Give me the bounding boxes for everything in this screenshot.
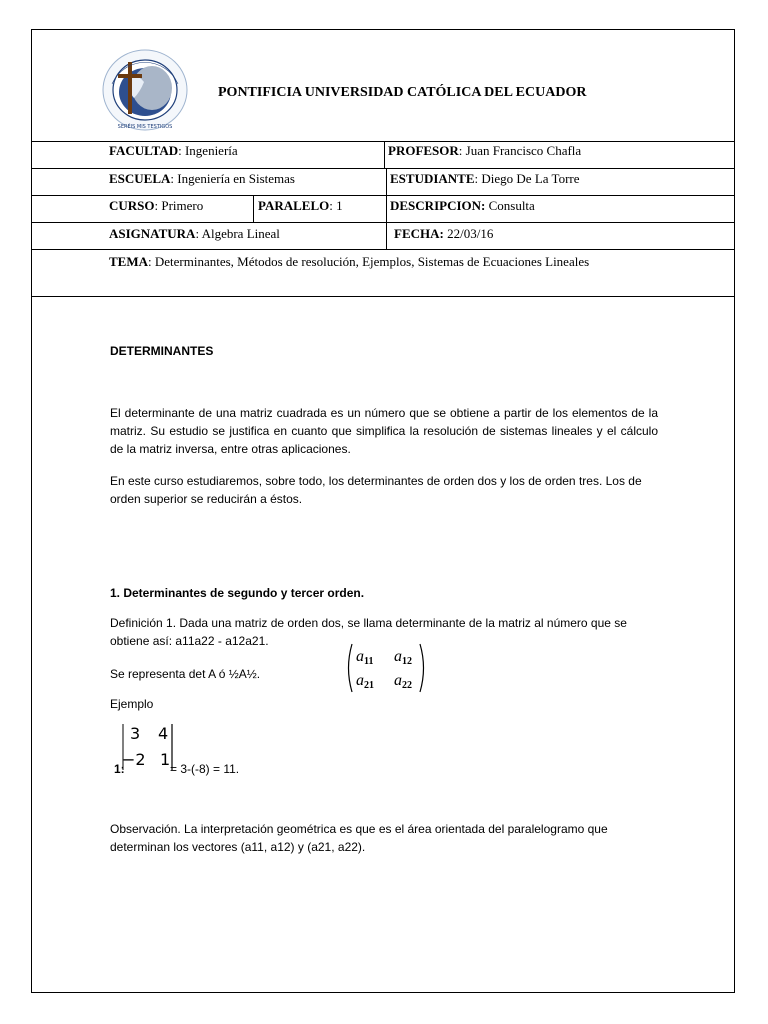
tema-value: : Determinantes, Métodos de resolución, Ejemplos, Sistemas de Ecuaciones Lineales — [148, 254, 590, 269]
facultad-label: FACULTAD — [109, 143, 179, 158]
matrix-a11: $a_{11}$ — [356, 648, 374, 667]
paralelo-cell — [258, 198, 343, 214]
subsection-heading: 1. Determinantes de segundo y tercer orden. — [110, 586, 365, 600]
asignatura-label: ASIGNATURA — [109, 226, 196, 241]
fecha-cell — [394, 226, 493, 242]
det-r2c1: −2 — [122, 750, 146, 769]
facultad-cell — [109, 143, 238, 159]
table-col-divider — [253, 195, 254, 222]
fecha-label: FECHA: — [394, 226, 444, 241]
curso-value: : Primero — [154, 198, 204, 213]
table-border-bottom — [31, 296, 735, 297]
profesor-label: PROFESOR — [388, 143, 459, 158]
table-col-divider — [386, 222, 387, 249]
asignatura-value: : Algebra Lineal — [195, 226, 280, 241]
estudiante-label: ESTUDIANTE — [390, 171, 475, 186]
table-row-divider — [31, 195, 735, 196]
table-row-divider — [31, 168, 735, 169]
table-border-top — [31, 141, 735, 142]
descripcion-label: DESCRIPCION: — [390, 198, 486, 213]
paragraph-intro: El determinante de una matriz cuadrada es un número que se obtiene a partir de los elementos de la matriz. Su estudio se justifica en cuanto que simplifica la resolución de sistemas lineales y el cálculo de la matriz inversa, entre otras aplicaciones. — [110, 406, 658, 456]
matrix-a21: $a_{21}$ — [356, 672, 374, 691]
asignatura-cell — [109, 226, 280, 242]
matrix-a22: $a_{22}$ — [394, 672, 412, 691]
paralelo-value: : 1 — [329, 198, 343, 213]
paragraph-course: En este curso estudiaremos, sobre todo, los determinantes de orden dos y los de orden tres. Los de orden superior se reducirán a éstos. — [110, 474, 642, 506]
observation-text: Observación. La interpretación geométrica es que es el área orientada del paralelogramo que determinan los vectores (a11, a12) y (a21, a22). — [110, 822, 608, 854]
estudiante-cell — [390, 171, 580, 187]
matrix-a12: $a_{12}$ — [394, 648, 412, 667]
descripcion-cell — [390, 198, 535, 214]
escuela-value: : Ingeniería en Sistemas — [170, 171, 295, 186]
table-col-divider — [386, 168, 387, 195]
definition-text: Definición 1. Dada una matriz de orden dos, se llama determinante de la matriz al número que se obtiene así: a11a22 - a12a21. — [110, 616, 627, 648]
escuela-label: ESCUELA — [109, 171, 171, 186]
curso-label: CURSO — [109, 198, 155, 213]
example-label: Ejemplo — [110, 697, 154, 711]
table-row-divider — [31, 249, 735, 250]
example-number: 1: — [114, 762, 125, 776]
fecha-value: 22/03/16 — [443, 226, 494, 241]
estudiante-value: : Diego De La Torre — [474, 171, 580, 186]
det-r1c2: 4 — [158, 724, 169, 743]
representation-text: Se representa det A ó ½A½. — [110, 667, 261, 681]
profesor-value: : Juan Francisco Chafla — [458, 143, 582, 158]
matrix-entries — [344, 642, 428, 694]
university-title: PONTIFICIA UNIVERSIDAD CATÓLICA DEL ECUADOR — [218, 85, 587, 100]
section-heading: DETERMINANTES — [110, 344, 214, 358]
table-col-divider — [384, 141, 385, 168]
tema-cell — [109, 254, 589, 270]
table-col-divider — [386, 195, 387, 222]
descripcion-value: Consulta — [485, 198, 535, 213]
table-row-divider — [31, 222, 735, 223]
curso-cell — [109, 198, 203, 214]
svg-text:SERÉIS MIS TESTIGOS: SERÉIS MIS TESTIGOS — [117, 124, 173, 130]
escuela-cell — [109, 171, 295, 187]
tema-label: TEMA — [109, 254, 148, 269]
university-logo — [100, 48, 190, 132]
paralelo-label: PARALELO — [258, 198, 330, 213]
example-result: = 3-(-8) = 11. — [170, 762, 240, 776]
facultad-value: : Ingeniería — [178, 143, 238, 158]
det-r2c2: 1 — [160, 750, 171, 769]
profesor-cell — [388, 143, 581, 159]
det-r1c1: 3 — [130, 724, 141, 743]
